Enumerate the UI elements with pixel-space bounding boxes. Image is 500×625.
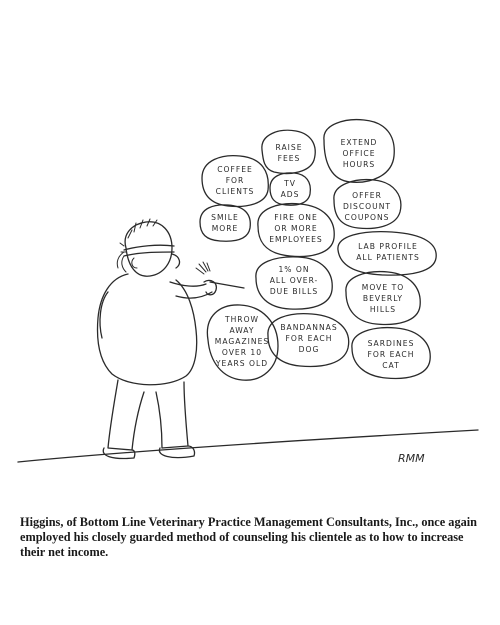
- bubble-text-line: CAT: [382, 361, 400, 370]
- bubble-smile-more: [200, 205, 250, 241]
- svg-text:BANDANNASFOR EACHDOG: [280, 323, 337, 354]
- bubble-raise-fees: [262, 130, 315, 173]
- bubble-text-line: AWAY: [229, 326, 255, 335]
- bubble-text-line: COFFEE: [217, 165, 253, 174]
- bubble-text-line: FOR: [225, 176, 245, 185]
- bubble-text-line: FIRE ONE: [274, 213, 318, 222]
- bubble-text-line: OVER 10: [221, 348, 263, 357]
- svg-text:RMM: RMM: [398, 452, 425, 465]
- bubble-text-line: EXTEND: [340, 138, 378, 147]
- cartoon-caption: Higgins, of Bottom Line Veterinary Practice Management Consultants, Inc., once again employed his closely guarded method of counseling his clientele as to how to increase their net income.: [20, 515, 478, 559]
- bubble-tv-ads: [270, 173, 310, 205]
- bubble-text-line: 1% ON: [278, 265, 310, 274]
- svg-text:MOVE TOBEVERLYHILLS: [362, 283, 404, 314]
- bubble-offer-discount-coupons: [334, 180, 401, 229]
- bubble-extend-office-hours: [324, 120, 394, 183]
- bubble-text-line: DUE BILLS: [269, 287, 319, 296]
- bubble-text-line: YEARS OLD: [215, 359, 269, 368]
- bubble-text-line: DISCOUNT: [342, 202, 392, 211]
- bubble-text-line: FEES: [277, 154, 301, 163]
- bubble-text-line: OR MORE: [274, 224, 318, 233]
- svg-text:OFFERDISCOUNTCOUPONS: [343, 191, 391, 222]
- bubble-text-line: BANDANNAS: [280, 323, 338, 332]
- svg-text:EXTENDOFFICEHOURS: [341, 138, 378, 169]
- bubble-text-line: SMILE: [211, 213, 239, 222]
- bubble-text-line: MAGAZINES: [214, 337, 270, 346]
- bubble-text-line: ALL PATIENTS: [356, 253, 420, 262]
- bubble-text-line: THROW: [224, 315, 260, 324]
- bubble-text-line: LAB PROFILE: [358, 242, 418, 251]
- bubble-text-line: OFFICE: [342, 149, 376, 158]
- svg-text:FIRE ONEOR MOREEMPLOYEES: [269, 213, 323, 244]
- bubble-text-line: ALL OVER-: [269, 276, 319, 285]
- bubble-text-line: HOURS: [342, 160, 376, 169]
- bubble-text-line: FOR EACH: [285, 334, 333, 343]
- bubble-text-line: SARDINES: [367, 339, 415, 348]
- svg-text:RAISEFEES: [275, 143, 302, 163]
- bubble-text-line: MOVE TO: [361, 283, 405, 292]
- svg-text:1% ONALL OVER-DUE BILLS: [270, 265, 319, 296]
- bubble-sardines-cat: [352, 328, 430, 379]
- svg-text:SARDINESFOR EACHCAT: [368, 339, 415, 370]
- bubble-text-line: OFFER: [352, 191, 382, 200]
- bubble-text-line: MORE: [211, 224, 239, 233]
- bubble-throw-away-magazines: [207, 305, 278, 380]
- svg-text:SMILEMORE: [211, 213, 239, 233]
- bubble-text-line: CLIENTS: [215, 187, 255, 196]
- bubble-text-line: COUPONS: [344, 213, 390, 222]
- bubble-move-beverly-hills: [346, 272, 420, 325]
- bubble-overdue-bills: [256, 257, 332, 309]
- svg-text:THROWAWAYMAGAZINESOVER 10YEARS: [215, 315, 269, 368]
- bubble-text-line: DOG: [298, 345, 320, 354]
- bubble-bandannas-dog: [268, 314, 349, 367]
- svg-text:LAB PROFILEALL PATIENTS: [356, 242, 420, 262]
- bubble-text-line: RAISE: [275, 143, 303, 152]
- bubble-text-line: BEVERLY: [362, 294, 404, 303]
- bubble-text-line: HILLS: [369, 305, 397, 314]
- bubble-fire-employees: [258, 204, 334, 257]
- svg-text:COFFEEFORCLIENTS: [216, 165, 255, 196]
- bubble-text-line: ADS: [280, 190, 300, 199]
- bubble-text-line: EMPLOYEES: [269, 235, 323, 244]
- bubble-text-line: TV: [284, 179, 296, 188]
- bubble-coffee-for-clients: [202, 156, 268, 207]
- svg-text:TVADS: [281, 179, 300, 199]
- bubble-lab-profile: [338, 232, 436, 276]
- bubble-text-line: FOR EACH: [367, 350, 415, 359]
- artist-signature: [398, 452, 425, 465]
